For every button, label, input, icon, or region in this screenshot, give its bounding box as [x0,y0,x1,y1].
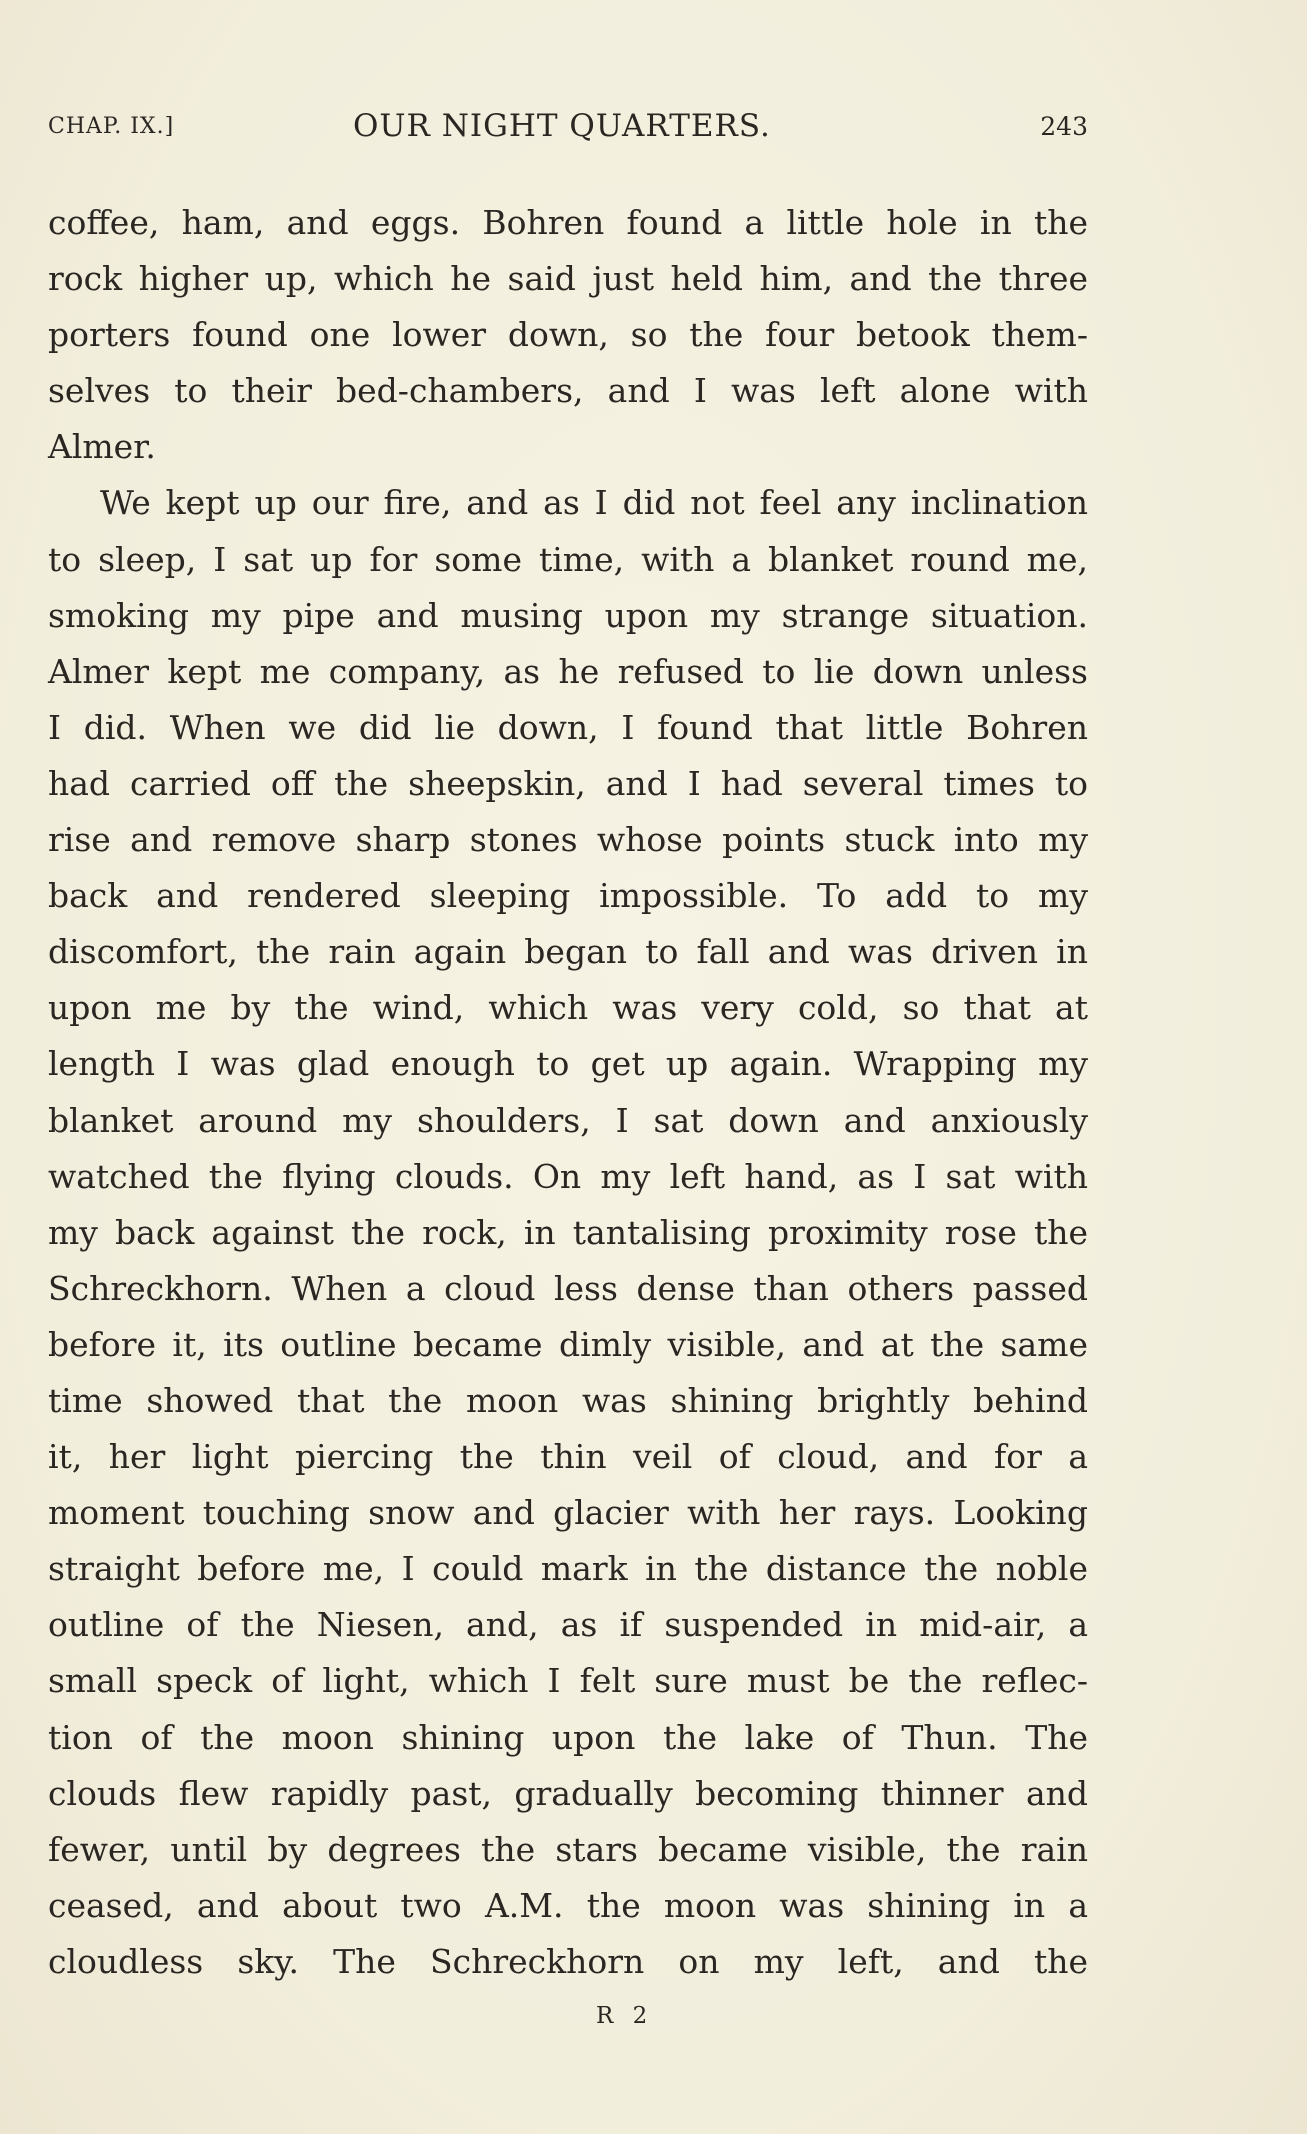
text-line: time showed that the moon was shining brightly behind [48,1380,1088,1420]
text-line: Almer. [48,427,156,467]
text-line: upon me by the wind, which was very cold, so that at [48,988,1088,1028]
chapter-label: CHAP. IX.] [48,114,175,139]
text-line: rise and remove sharp stones whose points stuck into my [48,820,1088,860]
text-line: tion of the moon shining upon the lake of Thun. The [48,1717,1088,1757]
text-line: clouds flew rapidly past, gradually becoming thinner and [48,1773,1088,1813]
text-line: it, her light piercing the thin veil of cloud, and for a [48,1437,1088,1477]
text-line: straight before me, I could mark in the distance the noble [48,1549,1088,1589]
text-line: rock higher up, which he said just held him, and the three [48,259,1088,299]
text-line: Almer kept me company, as he refused to lie down unless [48,651,1088,691]
paragraph-start-line: We kept up our fire, and as I did not feel any inclination [100,483,1088,523]
text-line: discomfort, the rain again began to fall and was driven in [48,932,1088,972]
page-number: 243 [1040,112,1088,141]
text-line: outline of the Niesen, and, as if suspended in mid-air, a [48,1605,1088,1645]
text-line: moment touching snow and glacier with her rays. Looking [48,1493,1088,1533]
text-line: selves to their bed-chambers, and I was left alone with [48,371,1088,411]
text-line: fewer, until by degrees the stars became visible, the rain [48,1829,1088,1869]
signature-mark: R 2 [596,2003,654,2029]
text-line: small speck of light, which I felt sure must be the reflec- [48,1661,1088,1701]
text-line: cloudless sky. The Schreckhorn on my left, and the [48,1941,1088,1981]
text-line: back and rendered sleeping impossible. To add to my [48,876,1088,916]
text-line: smoking my pipe and musing upon my strange situation. [48,595,1088,635]
text-line: porters found one lower down, so the four betook them- [48,315,1088,355]
text-line: blanket around my shoulders, I sat down and anxiously [48,1100,1088,1140]
running-header [48,108,1088,148]
text-line: my back against the rock, in tantalising proximity rose the [48,1212,1088,1252]
text-line: coffee, ham, and eggs. Bohren found a little hole in the [48,203,1088,242]
text-line: I did. When we did lie down, I found that little Bohren [48,707,1088,747]
text-line: length I was glad enough to get up again. Wrapping my [48,1044,1088,1084]
body-text [48,195,1088,1990]
text-line: ceased, and about two A.M. the moon was shining in a [48,1885,1088,1925]
text-line: Schreckhorn. When a cloud less dense than others passed [48,1268,1088,1308]
running-title: OUR NIGHT QUARTERS. [353,108,771,144]
text-line: before it, its outline became dimly visible, and at the same [48,1324,1088,1364]
text-line: had carried off the sheepskin, and I had several times to [48,763,1088,803]
text-line: watched the flying clouds. On my left hand, as I sat with [48,1156,1088,1196]
text-line: to sleep, I sat up for some time, with a blanket round me, [48,539,1088,579]
